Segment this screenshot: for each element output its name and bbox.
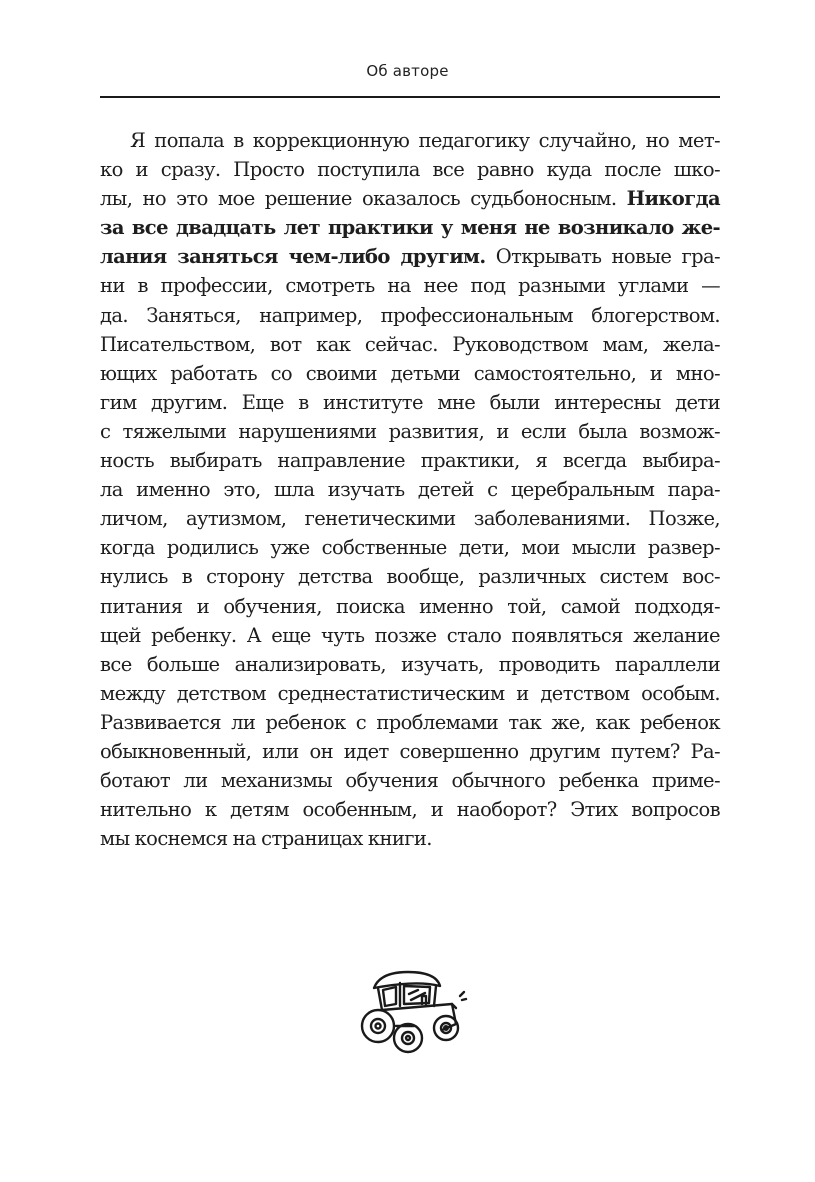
text-line — [100, 650, 720, 679]
text-line — [100, 446, 720, 475]
text-run: ющих работать со своими детьми самостоятельно, и мно- — [100, 361, 720, 385]
bold-text-run: за все двадцать лет практики у меня не возникало же- — [100, 216, 720, 240]
text-run: обыкновенный, или он идет совершенно другим путем? Ра- — [100, 739, 720, 763]
text-run: ботают ли механизмы обучения обычного ребенка приме- — [100, 769, 720, 793]
header-rule — [100, 96, 720, 98]
running-head: Об авторе — [366, 62, 449, 80]
text-run: нулись в сторону детства вообще, различных систем вос- — [100, 565, 720, 589]
text-run: питания и обучения, поиска именно той, самой подходя- — [100, 594, 720, 618]
text-run: все больше анализировать, изучать, проводить параллели — [100, 652, 720, 676]
text-run: мы коснемся на страницах книги. — [100, 827, 432, 851]
text-line — [100, 766, 720, 795]
text-line — [100, 504, 720, 533]
text-run: Открывать новые гра- — [485, 245, 720, 269]
text-run: Я попала в коррекционную педагогику случайно, но мет- — [130, 129, 720, 152]
text-run: да. Заняться, например, профессиональным блогерством. — [100, 303, 720, 327]
tractor-icon — [356, 966, 468, 1056]
text-run: ко и сразу. Просто поступила все равно куда после шко- — [100, 158, 720, 182]
body-paragraph — [100, 126, 720, 853]
text-line — [100, 708, 720, 737]
text-line — [100, 126, 720, 155]
text-line — [100, 242, 720, 271]
text-run: Развивается ли ребенок с проблемами так же, как ребенок — [100, 710, 720, 734]
text-run: ла именно это, шла изучать детей с церебральным пара- — [100, 478, 720, 502]
text-line — [100, 533, 720, 562]
text-line — [100, 475, 720, 504]
text-line — [100, 359, 720, 388]
text-line — [100, 271, 720, 300]
text-line — [100, 388, 720, 417]
text-line — [100, 679, 720, 708]
text-line — [100, 213, 720, 242]
text-line — [100, 330, 720, 359]
text-line — [100, 824, 720, 853]
text-run: щей ребенку. А еще чуть позже стало появляться желание — [100, 623, 720, 647]
text-line — [100, 155, 720, 184]
text-run: Писательством, вот как сейчас. Руководством мам, жела- — [100, 332, 720, 356]
text-run: с тяжелыми нарушениями развития, и если была возмож- — [100, 419, 720, 443]
text-run: личом, аутизмом, генетическими заболеваниями. Позже, — [100, 507, 720, 531]
text-line — [100, 737, 720, 766]
text-line — [100, 795, 720, 824]
text-line — [100, 562, 720, 591]
text-run: гим другим. Еще в институте мне были интересны дети — [100, 390, 720, 414]
text-line — [100, 184, 720, 213]
text-run: ность выбирать направление практики, я всегда выбира- — [100, 449, 720, 473]
text-line — [100, 301, 720, 330]
bold-text-run: лания заняться чем-либо другим. — [100, 245, 486, 269]
text-line — [100, 592, 720, 621]
bold-text-run: Никогда — [626, 187, 720, 211]
text-run: когда родились уже собственные дети, мои мысли развер- — [100, 536, 720, 560]
text-run: между детством среднестатистическим и детством особым. — [100, 681, 720, 705]
text-line — [100, 417, 720, 446]
text-run: ни в профессии, смотреть на нее под разными углами — — [100, 274, 720, 298]
text-run: лы, но это мое решение оказалось судьбоносным. — [100, 187, 627, 211]
text-run: нительно к детям особенным, и наоборот? Этих вопросов — [100, 798, 720, 822]
text-line — [100, 621, 720, 650]
